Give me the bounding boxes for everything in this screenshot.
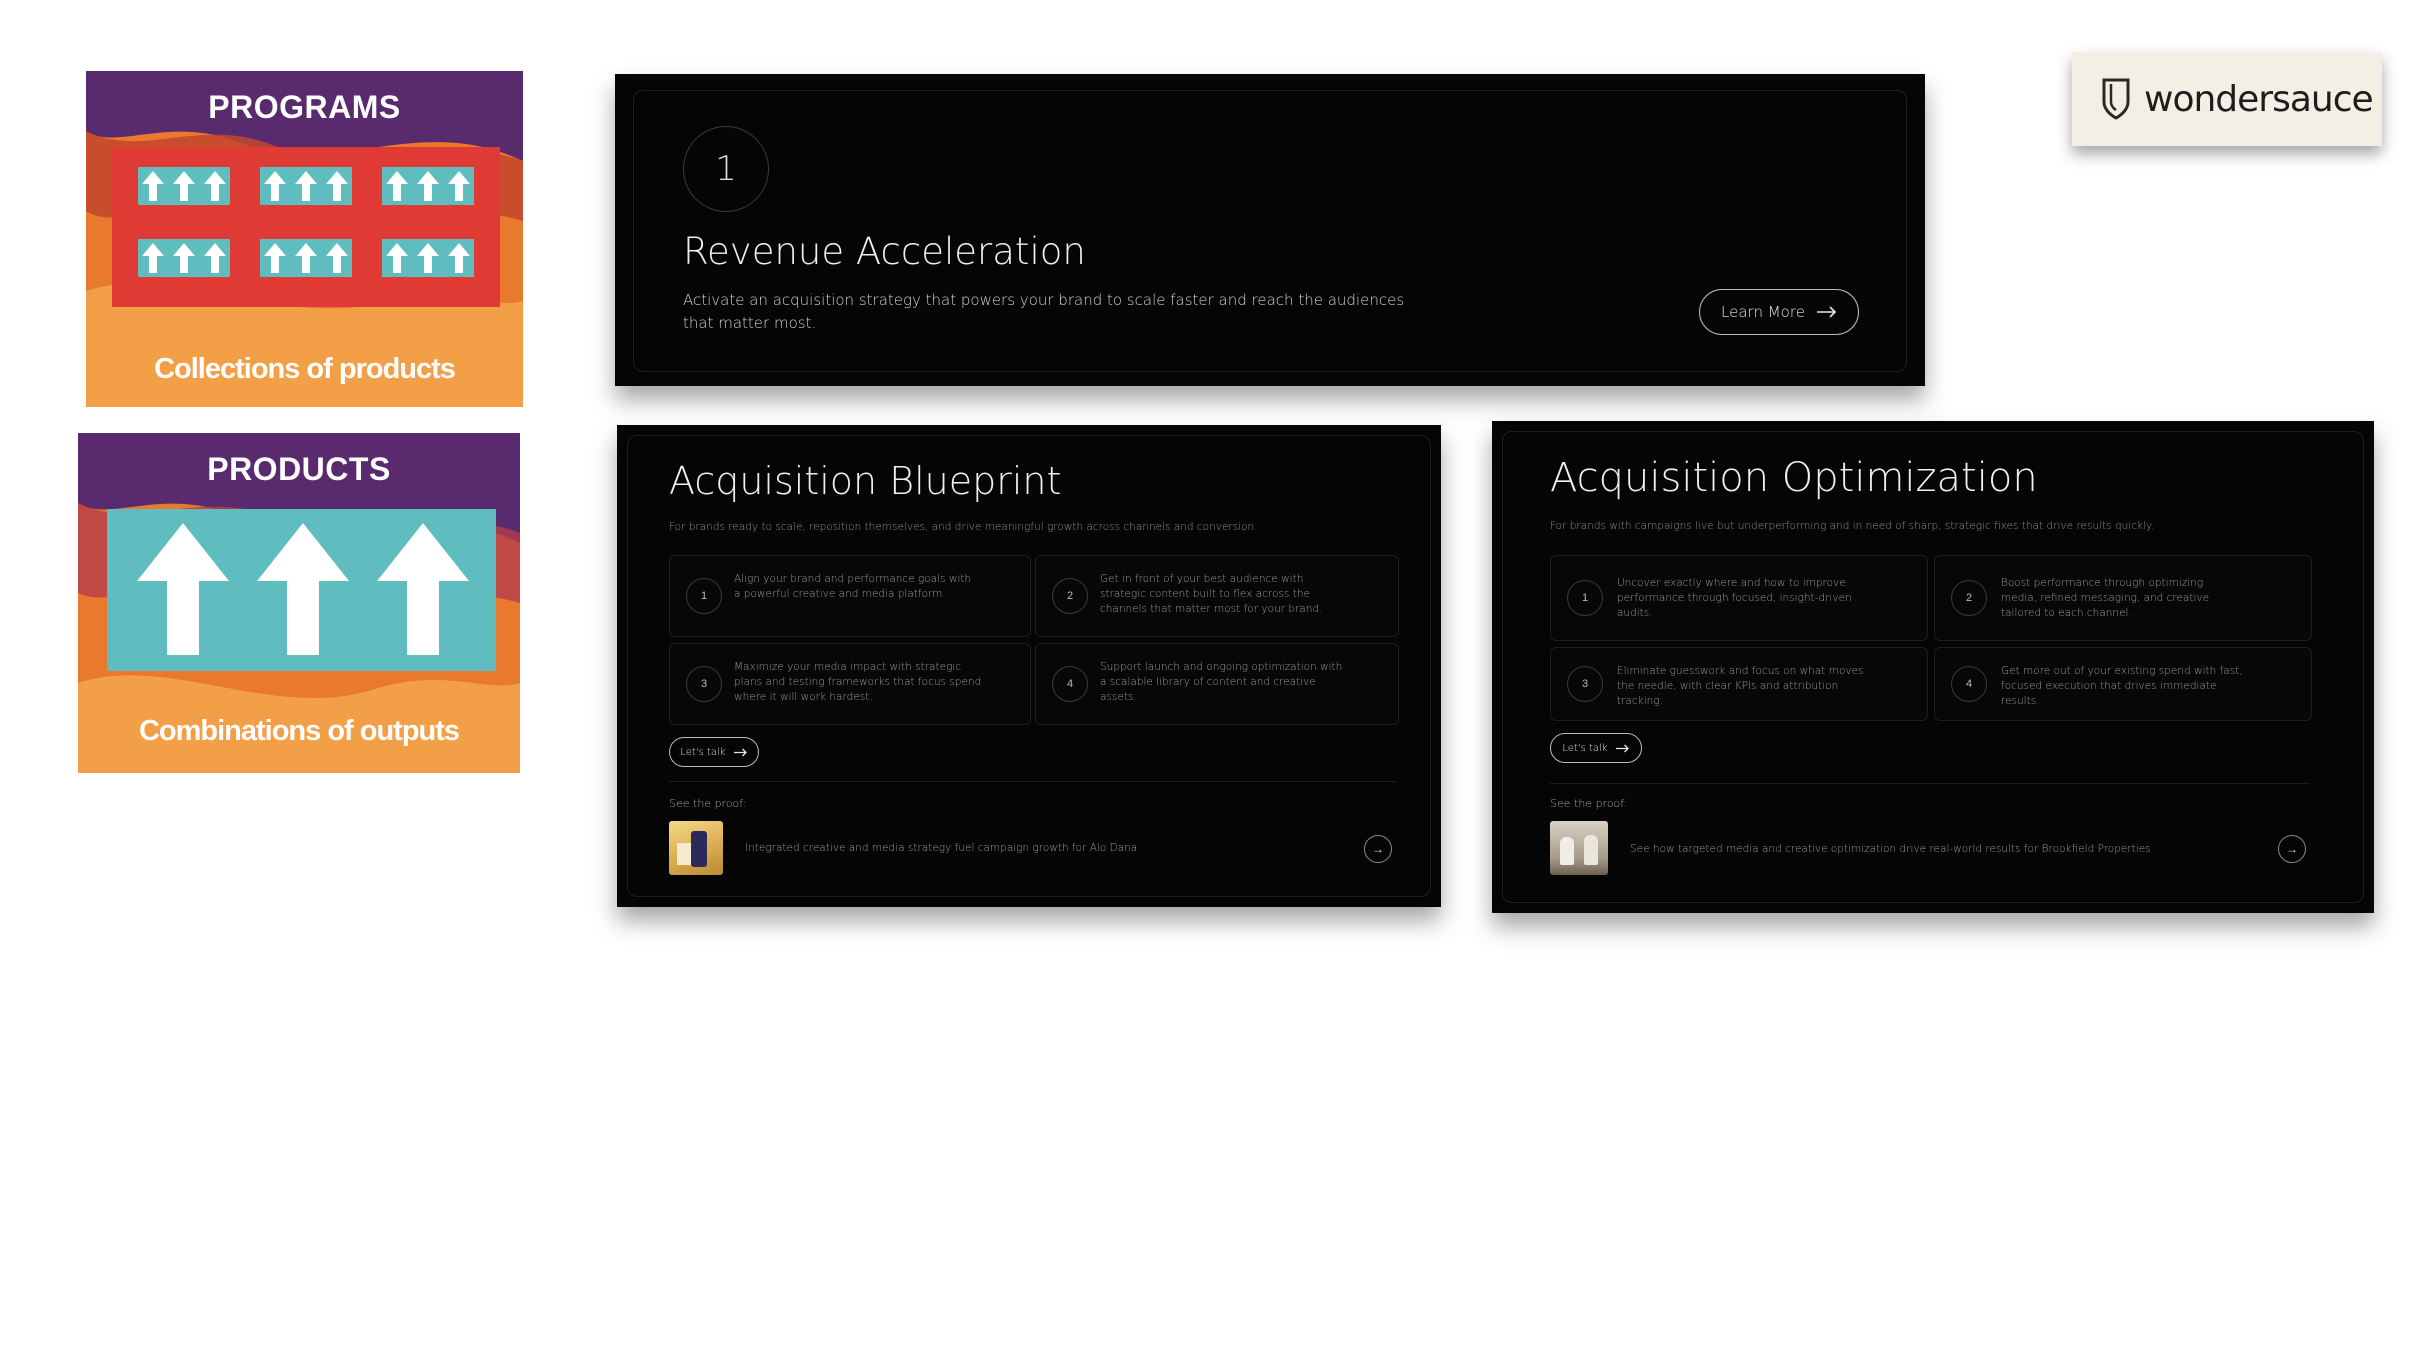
step-number-badge: 4	[1951, 666, 1987, 702]
programs-tile-panel	[112, 147, 500, 307]
blueprint-step-card	[669, 555, 1031, 637]
revenue-title: Revenue Acceleration	[683, 230, 1086, 273]
proof-label: See the proof:	[1550, 797, 1628, 810]
revenue-description	[683, 289, 1403, 335]
section-divider	[669, 781, 1397, 782]
case-study-link-button[interactable]	[1364, 835, 1392, 863]
logo-wordmark: wondersauce	[2144, 78, 2373, 120]
step-text: Eliminate guesswork and focus on what moves the needle, with clear KPIs and attribution tracking.	[1617, 665, 1864, 707]
proof-text: See how targeted media and creative optimization drive real-world results for Brookfield Properties	[1630, 843, 2151, 855]
lets-talk-label: Let's talk	[680, 746, 726, 758]
up-arrow-icon	[386, 171, 408, 201]
product-box-image	[677, 843, 691, 865]
up-arrow-icon	[295, 171, 317, 201]
up-arrow-icon	[142, 171, 164, 201]
person-image	[1584, 835, 1598, 865]
up-arrow-icon	[264, 243, 286, 273]
wondersauce-logo	[2072, 52, 2382, 146]
arrow-right-icon: →	[1372, 842, 1384, 856]
arrow-right-icon	[1817, 306, 1837, 318]
up-arrow-icon	[417, 243, 439, 273]
step-number: 1	[715, 149, 737, 189]
step-number-badge: 2	[1052, 578, 1088, 614]
arrow-right-icon	[734, 748, 748, 757]
optimization-step-card	[1550, 647, 1928, 721]
optimization-step-card	[1934, 647, 2312, 721]
step-number-badge: 3	[1567, 666, 1603, 702]
arrow-tile	[382, 167, 474, 205]
step-text: Align your brand and performance goals with a powerful creative and media platform.	[734, 573, 972, 600]
wondersauce-shield-icon	[2102, 78, 2130, 120]
up-arrow-icon	[173, 243, 195, 273]
arrow-tile	[382, 239, 474, 277]
step-text: Uncover exactly where and how to improve performance through focused, insight-driven audits.	[1617, 577, 1852, 619]
up-arrow-icon	[204, 243, 226, 273]
up-arrow-icon	[264, 171, 286, 201]
step-number-badge: 1	[686, 578, 722, 614]
product-bottle-image	[691, 831, 707, 867]
revenue-description-line2: that matter most.	[683, 314, 817, 332]
step-number-badge	[683, 126, 769, 212]
step-text: Get more out of your existing spend with fast, focused execution that drives immediate results.	[2001, 665, 2243, 707]
lets-talk-button[interactable]	[1550, 733, 1642, 763]
up-arrow-icon	[295, 243, 317, 273]
up-arrow-icon	[417, 171, 439, 201]
learn-more-button[interactable]	[1699, 289, 1859, 335]
step-number-badge: 4	[1052, 666, 1088, 702]
blueprint-step-card	[669, 643, 1031, 725]
lets-talk-label: Let's talk	[1562, 742, 1608, 754]
revenue-description-line1: Activate an acquisition strategy that powers your brand to scale faster and reach the audiences	[683, 291, 1405, 309]
programs-title: PROGRAMS	[208, 89, 401, 125]
products-subtitle: Combinations of outputs	[138, 715, 460, 747]
case-study-thumbnail	[1550, 821, 1608, 875]
case-study-thumbnail	[669, 821, 723, 875]
arrow-tile	[260, 239, 352, 277]
up-arrow-icon	[386, 243, 408, 273]
arrow-tile	[138, 239, 230, 277]
products-arrow-panel	[107, 509, 496, 671]
learn-more-label: Learn More	[1721, 303, 1805, 321]
up-arrow-icon	[326, 243, 348, 273]
up-arrow-icon	[173, 171, 195, 201]
arrow-tile	[260, 167, 352, 205]
optimization-intro: For brands with campaigns live but underperforming and in need of sharp, strategic fixes that drive results quickly.	[1550, 520, 2155, 532]
step-text: Boost performance through optimizing media, refined messaging, and creative tailored to each channel.	[2001, 577, 2210, 619]
up-arrow-icon	[204, 171, 226, 201]
step-number-badge: 2	[1951, 580, 1987, 616]
programs-card	[86, 71, 523, 407]
optimization-step-card	[1550, 555, 1928, 641]
blueprint-intro: For brands ready to scale, reposition themselves, and drive meaningful growth across channels and conversion.	[669, 521, 1258, 533]
up-arrow-icon	[448, 243, 470, 273]
up-arrow-icon	[137, 523, 229, 655]
proof-label: See the proof:	[669, 797, 747, 810]
up-arrow-icon	[326, 171, 348, 201]
case-study-link-button[interactable]	[2278, 835, 2306, 863]
acquisition-optimization-slide	[1492, 421, 2374, 913]
products-card	[78, 433, 520, 773]
step-number-badge: 3	[686, 666, 722, 702]
up-arrow-icon	[377, 523, 469, 655]
optimization-title: Acquisition Optimization	[1550, 455, 2038, 501]
step-text: Get in front of your best audience with strategic content built to flex across the channels that matter most for your brand.	[1100, 573, 1323, 615]
proof-text: Integrated creative and media strategy fuel campaign growth for Alo Dana	[745, 842, 1138, 854]
up-arrow-icon	[448, 171, 470, 201]
blueprint-title: Acquisition Blueprint	[669, 459, 1062, 503]
acquisition-blueprint-slide	[617, 425, 1441, 907]
arrow-right-icon: →	[2286, 842, 2298, 856]
arrow-right-icon	[1616, 744, 1630, 753]
products-title: PRODUCTS	[207, 451, 391, 487]
lets-talk-button[interactable]	[669, 737, 759, 767]
up-arrow-icon	[142, 243, 164, 273]
arrow-tile	[138, 167, 230, 205]
step-text: Maximize your media impact with strategic plans and testing frameworks that focus spend where it will work hardest.	[734, 661, 982, 703]
blueprint-step-card	[1035, 643, 1399, 725]
step-text: Support launch and ongoing optimization with a scalable library of content and creative assets.	[1100, 661, 1343, 703]
revenue-acceleration-slide	[615, 74, 1925, 386]
optimization-step-card	[1934, 555, 2312, 641]
section-divider	[1550, 783, 2310, 784]
blueprint-step-card	[1035, 555, 1399, 637]
up-arrow-icon	[257, 523, 349, 655]
step-number-badge: 1	[1567, 580, 1603, 616]
programs-subtitle: Collections of products	[154, 353, 455, 385]
person-image	[1560, 837, 1574, 865]
